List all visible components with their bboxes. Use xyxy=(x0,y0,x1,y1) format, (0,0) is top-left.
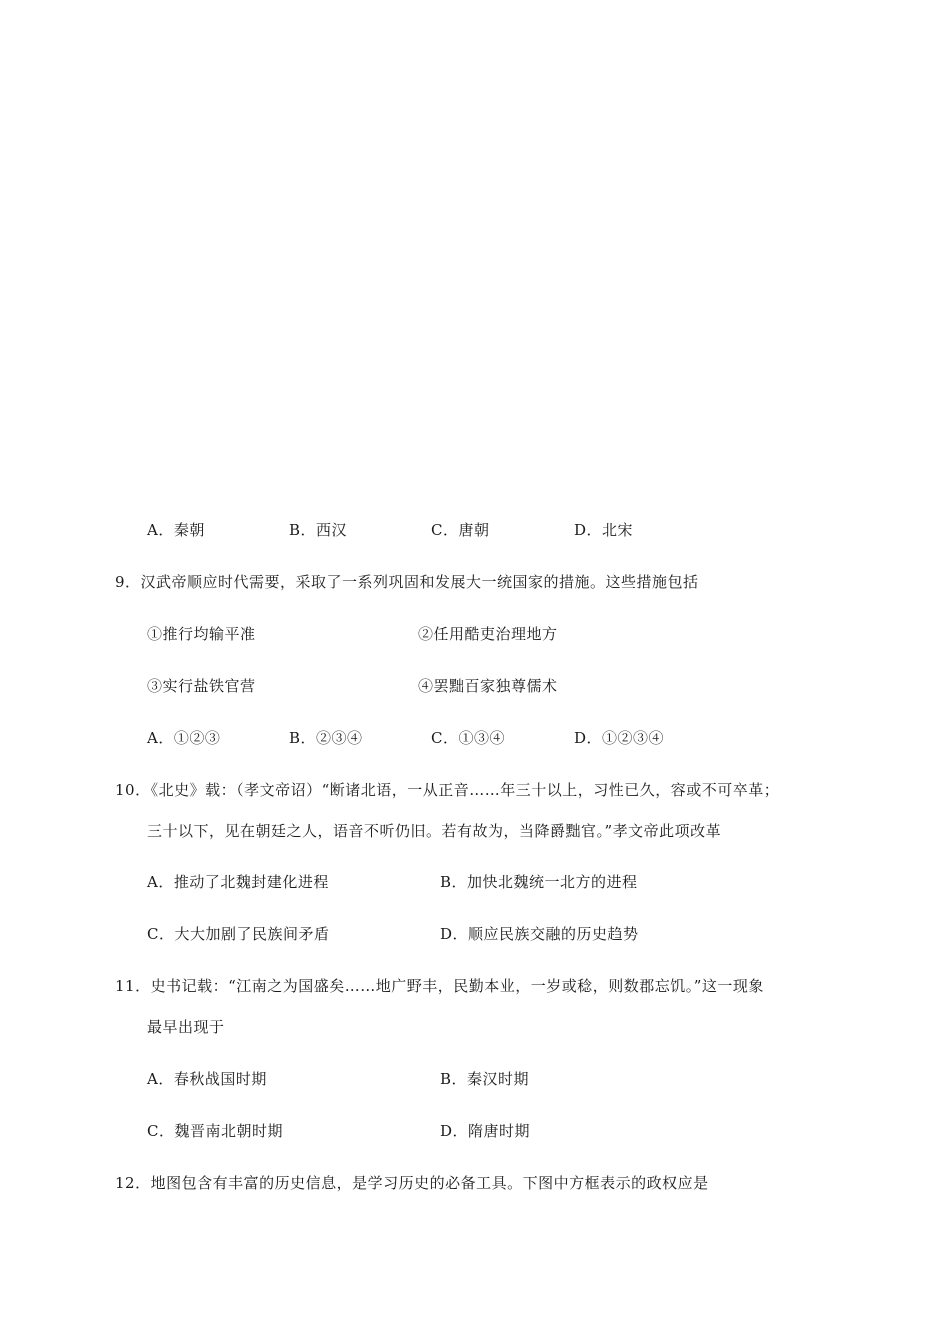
q10-option-b: B．加快北魏统一北方的进程 xyxy=(440,873,638,891)
q8-option-c: C．唐朝 xyxy=(431,521,490,539)
q11-option-c: C．魏晋南北朝时期 xyxy=(147,1122,283,1140)
q9-option-c: C．①③④ xyxy=(431,729,505,747)
q8-option-d: D．北宋 xyxy=(574,521,634,539)
q11-option-d: D．隋唐时期 xyxy=(440,1122,531,1140)
q11-stem-line-2: 最早出现于 xyxy=(147,1018,225,1036)
q10-option-d: D．顺应民族交融的历史趋势 xyxy=(440,925,639,943)
q9-option-a: A．①②③ xyxy=(147,729,221,747)
q12-stem: 12．地图包含有丰富的历史信息，是学习历史的必备工具。下图中方框表示的政权应是 xyxy=(115,1174,709,1192)
q9-item-4: ④罢黜百家独尊儒术 xyxy=(418,677,558,695)
q10-stem-line-1: 10．《北史》载：（孝文帝诏）“断诸北语，一从正音……年三十以上，习性已久，容或不可卒革； xyxy=(115,781,780,799)
q9-item-1: ①推行均输平准 xyxy=(147,625,256,643)
q11-option-a: A．春秋战国时期 xyxy=(147,1070,267,1088)
q9-option-d: D．①②③④ xyxy=(574,729,665,747)
q11-stem-line-1: 11．史书记载：“江南之为国盛矣……地广野丰，民勤本业，一岁或稔，则数郡忘饥。”这一现象 xyxy=(115,977,764,995)
q9-item-3: ③实行盐铁官营 xyxy=(147,677,256,695)
q9-stem: 9．汉武帝顺应时代需要，采取了一系列巩固和发展大一统国家的措施。这些措施包括 xyxy=(115,573,699,591)
q11-option-b: B．秦汉时期 xyxy=(440,1070,530,1088)
q10-option-c: C．大大加剧了民族间矛盾 xyxy=(147,925,330,943)
q9-option-b: B．②③④ xyxy=(289,729,363,747)
q8-option-b: B．西汉 xyxy=(289,521,348,539)
q10-stem-line-2: 三十以下，见在朝廷之人，语音不听仍旧。若有故为，当降爵黜官。”孝文帝此项改革 xyxy=(147,822,722,840)
q9-item-2: ②任用酷吏治理地方 xyxy=(418,625,558,643)
q8-option-a: A．秦朝 xyxy=(147,521,205,539)
q10-option-a: A．推动了北魏封建化进程 xyxy=(147,873,329,891)
